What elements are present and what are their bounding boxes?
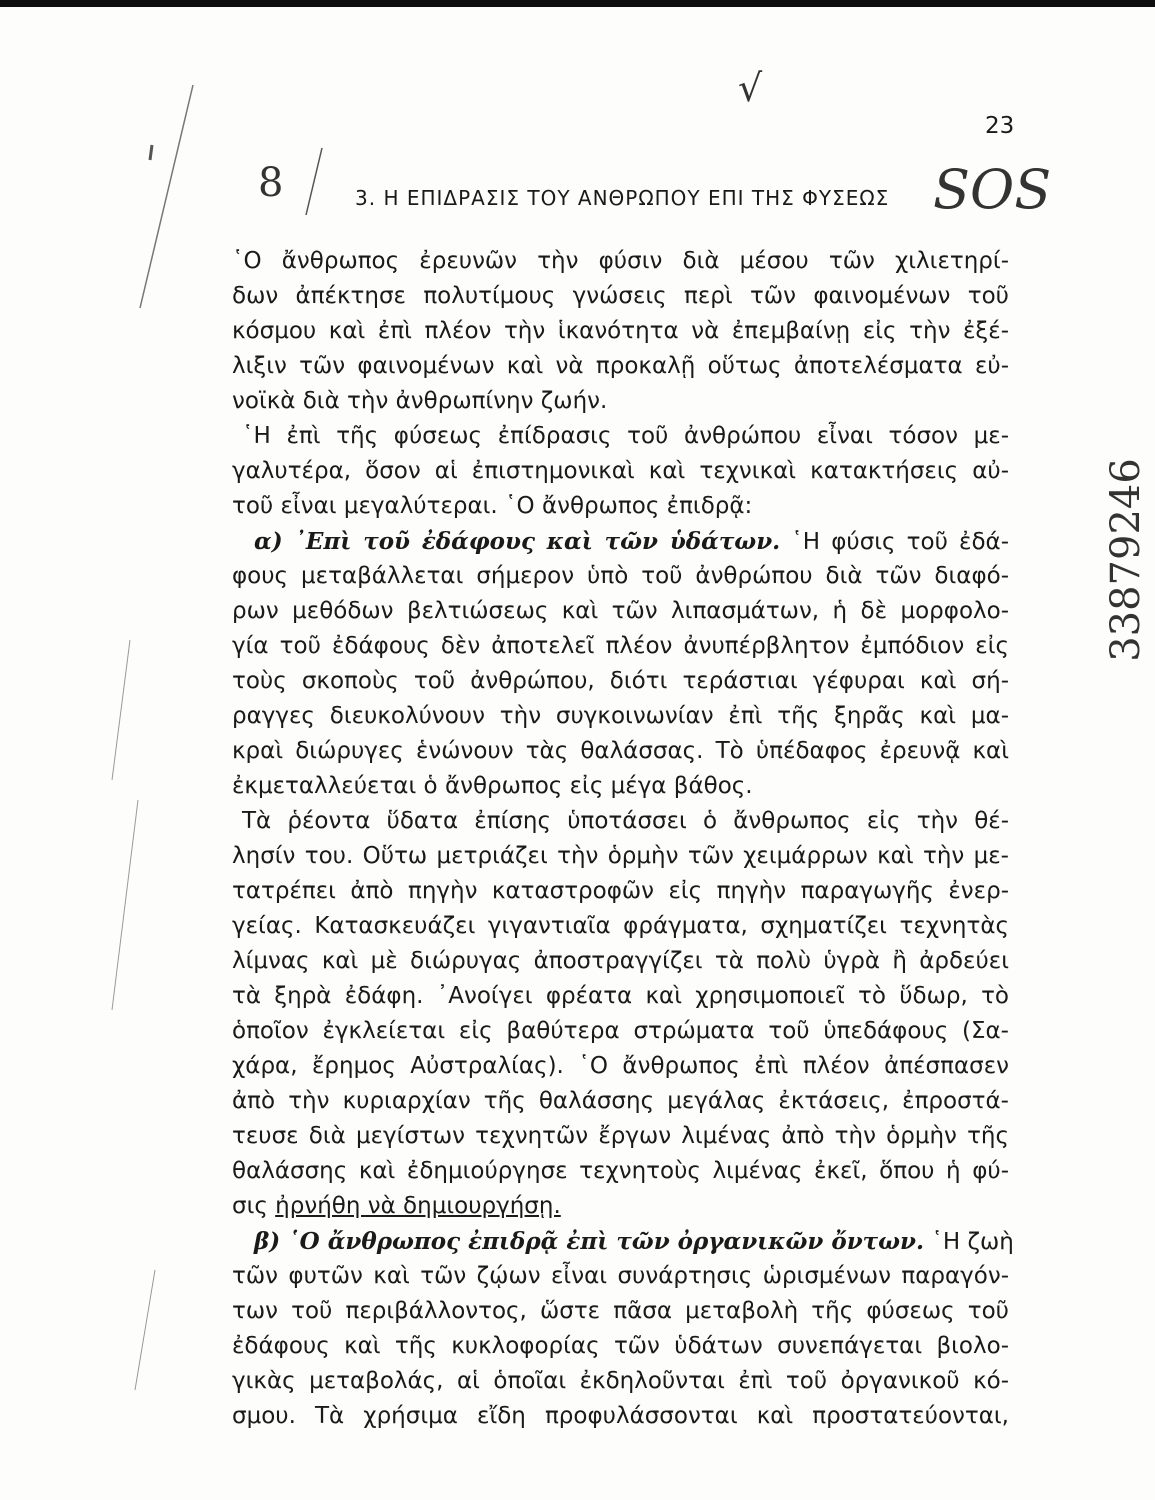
section-heading: 3. Η ΕΠΙΔΡΑΣΙΣ ΤΟΥ ΑΝΘΡΩΠΟΥ ΕΠΙ ΤΗΣ ΦΥΣΕΩΣ <box>355 186 890 210</box>
text-line: των τοῦ περιβάλλοντος, ὥστε πᾶσα μεταβολὴ τῆς φύσεως τοῦ <box>232 1298 1009 1324</box>
page-number: 23 <box>985 113 1015 139</box>
text-line: κόσμου καὶ ἐπὶ πλέον τὴν ἱκανότητα νὰ ἐπεμβαίνῃ εἰς τὴν ἐξέ- <box>232 318 1009 344</box>
subsection-a-text: ῾Η φύσις τοῦ ἐδά- <box>791 529 1009 555</box>
text-line: ῾Η ἐπὶ τῆς φύσεως ἐπίδρασις τοῦ ἀνθρώπου εἶναι τόσον με- <box>242 423 1009 449</box>
text-line: λίμνας καὶ μὲ διώρυγας ἀποστραγγίζει τὰ πολὺ ὑγρὰ ἢ ἀρδεύει <box>232 948 1009 974</box>
text-line: ὁποῖον ἐγκλείεται εἰς βαθύτερα στρώματα τοῦ ὑπεδάφους (Σα- <box>232 1018 1009 1044</box>
text-line: ἐκμεταλλεύεται ὁ ἄνθρωπος εἰς μέγα βάθος. <box>232 773 753 799</box>
text-line: ραγγες διευκολύνουν τὴν συγκοινωνίαν ἐπὶ τῆς ξηρᾶς καὶ μα- <box>232 703 1009 729</box>
text-line: τατρέπει ἀπὸ πηγὴν καταστροφῶν εἰς πηγὴν παραγωγῆς ἐνερ- <box>232 878 1009 904</box>
text-line: νοϊκὰ διὰ τὴν ἀνθρωπίνην ζωήν. <box>232 388 608 414</box>
subsection-a-line <box>232 524 1009 559</box>
subsection-b-text: ῾Η ζωὴ <box>931 1229 1014 1255</box>
text-line: κραὶ διώρυγες ἑνώνουν τὰς θαλάσσας. Τὸ ὑπέδαφος ἐρευνᾷ καὶ <box>232 738 1009 764</box>
text-line: λιξιν τῶν φαινομένων καὶ νὰ προκαλῇ οὕτως ἀποτελέσματα εὐ- <box>232 353 1009 379</box>
subsection-b-line <box>232 1224 1014 1259</box>
handwritten-number: 8 <box>258 160 284 206</box>
text-line: τευσε διὰ μεγίστων τεχνητῶν ἔργων λιμένας ἀπὸ τὴν ὁρμὴν τῆς <box>232 1123 1009 1149</box>
text-line: γικὰς μεταβολάς, αἱ ὁποῖαι ἐκδηλοῦνται ἐπὶ τοῦ ὀργανικοῦ κό- <box>232 1368 1009 1394</box>
underlined-text: ἠρνήθη νὰ δημιουργήσῃ. <box>275 1193 561 1219</box>
text-line: δων ἀπέκτησε πολυτίμους γνώσεις περὶ τῶν φαινομένων τοῦ <box>232 283 1009 309</box>
text-line: θαλάσσης καὶ ἐδημιούργησε τεχνητοὺς λιμένας ἐκεῖ, ὅπου ἡ φύ- <box>232 1158 1009 1184</box>
handwritten-sos: SOS <box>933 158 1052 221</box>
scanned-page: √ 8 SOS 33879246 23 3. Η ΕΠΙΔΡΑΣΙΣ ΤΟΥ ΑΝΘΡΩΠΟΥ ΕΠΙ ΤΗΣ ΦΥΣΕΩΣ ῾Ο ἄνθρωπος ἐρευνῶν τὴν φύσιν διὰ μέσου τῶν χιλιετηρί- δων ἀπέκτησε πολυτίμους γνώσεις περὶ τῶν φαινομένων τοῦ κόσμου καὶ ἐπὶ πλέον τὴν ἱκανότητα νὰ ἐπεμβαίνῃ εἰς τὴν ἐξέ- λιξιν τῶν φαινομένων καὶ νὰ προκαλῇ οὕτως ἀποτελέσματα εὐ- νοϊκὰ διὰ τὴν ἀνθρωπίνην ζωήν. ῾Η ἐπὶ τῆς φύσεως ἐπίδρασις τοῦ ἀνθρώπου εἶναι τόσον με- γαλυτέρα, ὅσον αἱ ἐπιστημονικαὶ καὶ τεχνικαὶ κατακτήσεις αὐ- τοῦ εἶναι μεγαλύτεραι. ῾Ο ἄνθρωπος ἐπιδρᾷ: α) ᾽Επὶ τοῦ ἐδάφους καὶ τῶν ὑδάτων. ῾Η φύσις τοῦ ἐδά- φους μεταβάλλεται σήμερον ὑπὸ τοῦ ἀνθρώπου διὰ τῶν διαφό- ρων μεθόδων βελτιώσεως καὶ τῶν λιπασμάτων, ἡ δὲ μορφολο- γία τοῦ ἐδάφους δὲν ἀποτελεῖ πλέον ἀνυπέρβλητον ἐμπόδιον εἰς τοὺς σκοποὺς τοῦ ἀνθρώπου, διότι τεράστιαι γέφυραι καὶ σή- ραγγες διευκολύνουν τὴν συγκοινωνίαν ἐπὶ τῆς ξηρᾶς καὶ μα- κραὶ διώρυγες ἑνώνουν τὰς θαλάσσας. Τὸ ὑπέδαφος ἐρευνᾷ καὶ ἐκμεταλλεύεται ὁ ἄνθρωπος εἰς μέγα βάθος. Τὰ ῥέοντα ὕδατα ἐπίσης ὑποτάσσει ὁ ἄνθρωπος εἰς τὴν θέ- λησίν του. Οὕτω μετριάζει τὴν ὁρμὴν τῶν χειμάρρων καὶ τὴν με- τατρέπει ἀπὸ πηγὴν καταστροφῶν εἰς πηγὴν παραγωγῆς ἐνερ- γείας. Κατασκευάζει γιγαντιαῖα φράγματα, σχηματίζει τεχνητὰς λίμνας καὶ μὲ διώρυγας ἀποστραγγίζει τὰ πολὺ ὑγρὰ ἢ ἀρδεύει τὰ ξηρὰ ἐδάφη. ᾽Ανοίγει φρέατα καὶ χρησιμοποιεῖ τὸ ὕδωρ, τὸ ὁποῖον ἐγκλείεται εἰς βαθύτερα στρώματα τοῦ ὑπεδάφους (Σα- χάρα, ἔρημος Αὐστραλίας). ῾Ο ἄνθρωπος ἐπὶ πλέον ἀπέσπασεν ἀπὸ τὴν κυριαρχίαν τῆς θαλάσσης μεγάλας ἐκτάσεις, ἐπροστά- τευσε διὰ μεγίστων τεχνητῶν ἔργων λιμένας ἀπὸ τὴν ὁρμὴν τῆς θαλάσσης καὶ ἐδημιούργησε τεχνητοὺς λιμένας ἐκεῖ, ὅπου ἡ φύ- σις ἠρνήθη νὰ δημιουργήσῃ. β) ῾Ο ἄνθρωπος ἐπιδρᾷ ἐπὶ τῶν ὀργανικῶν ὄντων. ῾Η ζωὴ τῶν φυτῶν καὶ τῶν ζῴων εἶναι συνάρτησις ὡρισμένων παραγόν- των τοῦ περιβάλλοντος, ὥστε πᾶσα μεταβολὴ τῆς φύσεως τοῦ ἐδάφους καὶ τῆς κυκλοφορίας τῶν ὑδάτων συνεπάγεται βιολο- γικὰς μεταβολάς, αἱ ὁποῖαι ἐκδηλοῦνται ἐπὶ τοῦ ὀργανικοῦ κό- σμου. Τὰ χρήσιμα εἴδη προφυλάσσονται καὶ προστατεύονται, <box>0 0 1155 1500</box>
handwritten-check-mark: √ <box>738 66 763 110</box>
text-line <box>232 1189 1009 1224</box>
text-line: λησίν του. Οὕτω μετριάζει τὴν ὁρμὴν τῶν χειμάρρων καὶ τὴν με- <box>232 843 1009 869</box>
text-line: ἀπὸ τὴν κυριαρχίαν τῆς θαλάσσης μεγάλας ἐκτάσεις, ἐπροστά- <box>232 1088 1009 1114</box>
text-line: τὰ ξηρὰ ἐδάφη. ᾽Ανοίγει φρέατα καὶ χρησιμοποιεῖ τὸ ὕδωρ, τὸ <box>232 983 1009 1009</box>
text-line: σμου. Τὰ χρήσιμα εἴδη προφυλάσσονται καὶ προστατεύονται, <box>232 1403 1009 1429</box>
text-line: ῾Ο ἄνθρωπος ἐρευνῶν τὴν φύσιν διὰ μέσου τῶν χιλιετηρί- <box>232 248 1009 274</box>
text-line: φους μεταβάλλεται σήμερον ὑπὸ τοῦ ἀνθρώπου διὰ τῶν διαφό- <box>232 563 1009 589</box>
body-text <box>232 244 1014 1434</box>
text-line: τοῦ εἶναι μεγαλύτεραι. ῾Ο ἄνθρωπος ἐπιδρᾷ: <box>232 493 753 519</box>
text-line: γείας. Κατασκευάζει γιγαντιαῖα φράγματα, σχηματίζει τεχνητὰς <box>232 913 1009 939</box>
text-fragment: σις <box>232 1193 268 1219</box>
text-line: ἐδάφους καὶ τῆς κυκλοφορίας τῶν ὑδάτων συνεπάγεται βιολο- <box>232 1333 1009 1359</box>
text-line: τῶν φυτῶν καὶ τῶν ζῴων εἶναι συνάρτησις ὡρισμένων παραγόν- <box>232 1263 1009 1289</box>
text-line: γία τοῦ ἐδάφους δὲν ἀποτελεῖ πλέον ἀνυπέρβλητον ἐμπόδιον εἰς <box>232 633 1009 659</box>
subsection-b-title: β) ῾Ο ἄνθρωπος ἐπιδρᾷ ἐπὶ τῶν ὀργανικῶν ὄντων. <box>254 1228 925 1255</box>
text-line: ρων μεθόδων βελτιώσεως καὶ τῶν λιπασμάτων, ἡ δὲ μορφολο- <box>232 598 1009 624</box>
text-line: τοὺς σκοποὺς τοῦ ἀνθρώπου, διότι τεράστιαι γέφυραι καὶ σή- <box>232 668 1009 694</box>
text-line: χάρα, ἔρημος Αὐστραλίας). ῾Ο ἄνθρωπος ἐπὶ πλέον ἀπέσπασεν <box>232 1053 1009 1079</box>
subsection-a-title: α) ᾽Επὶ τοῦ ἐδάφους καὶ τῶν ὑδάτων. <box>254 528 781 555</box>
text-line: γαλυτέρα, ὅσον αἱ ἐπιστημονικαὶ καὶ τεχνικαὶ κατακτήσεις αὐ- <box>232 458 1009 484</box>
text-line: Τὰ ῥέοντα ὕδατα ἐπίσης ὑποτάσσει ὁ ἄνθρωπος εἰς τὴν θέ- <box>242 808 1009 834</box>
